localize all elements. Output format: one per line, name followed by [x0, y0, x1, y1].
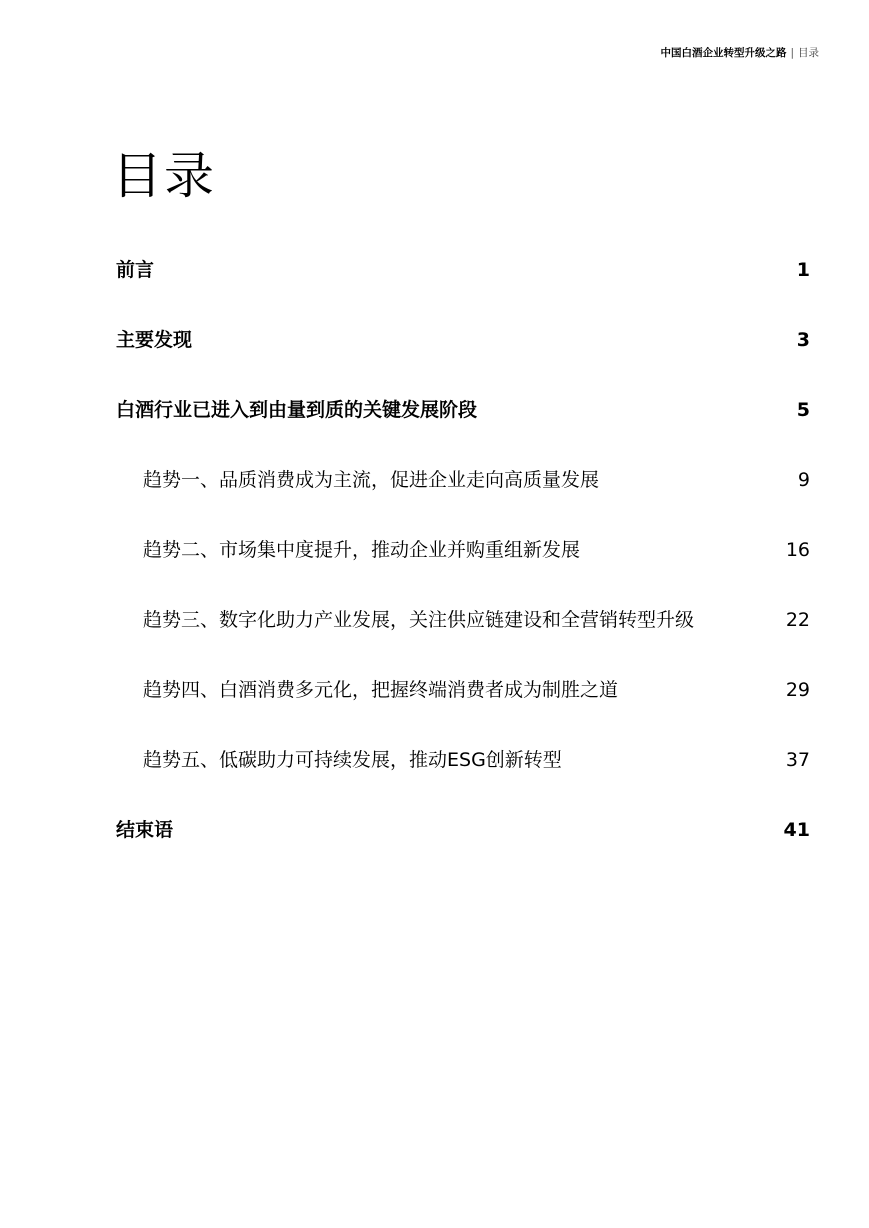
toc-entry-trend-1[interactable] — [116, 462, 810, 532]
toc-entry-page-number: 1 — [796, 259, 810, 281]
toc-entry-page-number: 16 — [785, 539, 810, 561]
toc-entry-trend-5[interactable] — [116, 742, 810, 812]
toc-entry-preface[interactable] — [116, 252, 810, 322]
toc-entry-label: 趋势三、数字化助力产业发展，关注供应链建设和全营销转型升级 — [143, 609, 695, 631]
toc-entry-label: 白酒行业已进入到由量到质的关键发展阶段 — [116, 399, 478, 421]
toc-entry-trend-4[interactable] — [116, 672, 810, 742]
toc-entry-page-number: 37 — [785, 749, 810, 771]
toc-entry-label: 趋势二、市场集中度提升，推动企业并购重组新发展 — [143, 539, 581, 561]
toc-entry-label: 趋势五、低碳助力可持续发展，推动ESG创新转型 — [143, 749, 562, 771]
table-of-contents — [116, 252, 810, 882]
toc-entry-trend-3[interactable] — [116, 602, 810, 672]
toc-entry-label: 结束语 — [116, 819, 174, 841]
toc-entry-page-number: 5 — [796, 399, 810, 421]
toc-entry-page-number: 22 — [785, 609, 810, 631]
toc-entry-trend-2[interactable] — [116, 532, 810, 602]
toc-entry-page-number: 3 — [796, 329, 810, 351]
header-separator: | — [790, 47, 794, 59]
section-name: 目录 — [798, 47, 819, 59]
toc-entry-key-findings[interactable] — [116, 322, 810, 392]
toc-entry-page-number: 41 — [783, 819, 810, 841]
toc-entry-conclusion[interactable] — [116, 812, 810, 882]
toc-entry-label: 趋势四、白酒消费多元化，把握终端消费者成为制胜之道 — [143, 679, 619, 701]
running-header — [660, 46, 819, 60]
toc-entry-page-number: 29 — [785, 679, 810, 701]
toc-entry-page-number: 9 — [797, 469, 810, 491]
toc-entry-industry-stage[interactable] — [116, 392, 810, 462]
page-title: 目录 — [112, 147, 216, 205]
report-title: 中国白酒企业转型升级之路 — [660, 47, 787, 59]
toc-entry-label: 趋势一、品质消费成为主流，促进企业走向高质量发展 — [143, 469, 600, 491]
toc-entry-label: 主要发现 — [116, 329, 193, 351]
toc-entry-label: 前言 — [116, 259, 155, 281]
